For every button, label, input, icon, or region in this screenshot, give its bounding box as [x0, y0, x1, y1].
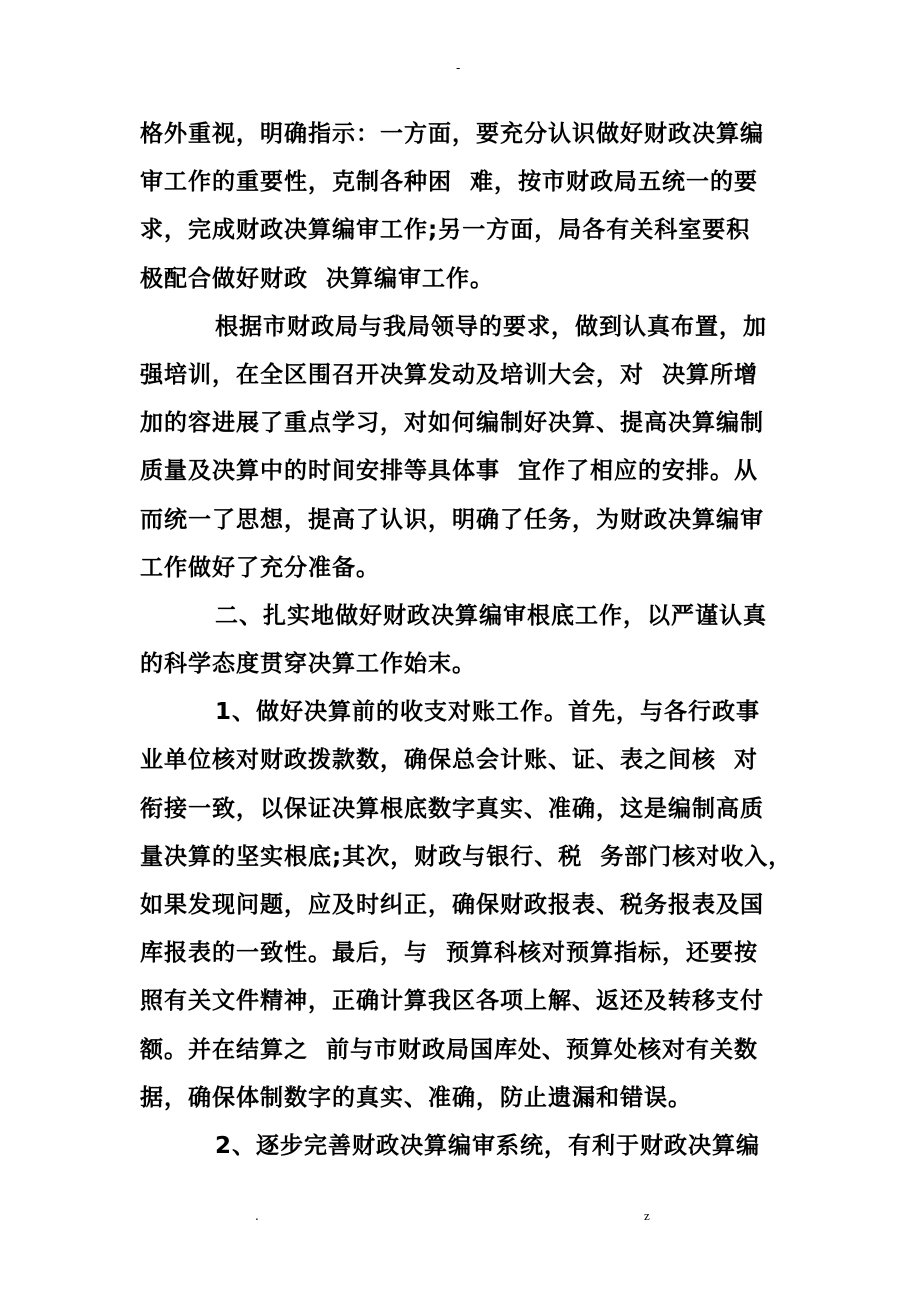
text-line: 业单位核对财政拨款数，确保总会计账、证、表之间核 对 [140, 747, 759, 774]
text-line: 根据市财政局与我局领导的要求，做到认真布置，加 [215, 313, 767, 340]
text-line: 如果发现问题，应及时纠正，确保财政报表、税务报表及国 [140, 892, 764, 918]
paragraph-4 [140, 688, 793, 1122]
paragraph-2 [140, 303, 790, 592]
paragraph-1 [140, 110, 790, 303]
text-line: 质量及决算中的时间安排等具体事 宜作了相应的安排。从 [140, 458, 759, 485]
paragraph-3 [140, 592, 790, 688]
text-line: 据，确保体制数字的真实、准确，防止遗漏和错误。 [140, 1084, 692, 1111]
document-body [140, 110, 793, 1170]
text-line: 额。并在结算之 前与市财政局国库处、预算处核对有关数 [140, 1036, 759, 1063]
text-line: 二、扎实地做好财政决算编审根底工作，以严谨认真 [215, 602, 767, 629]
page-header-mark: - [456, 61, 461, 75]
text-line: 求，完成财政决算编审工作;另一方面，局各有关科室要积 [140, 217, 751, 244]
text-line: 工作做好了充分准备。 [140, 554, 380, 581]
text-line: 1、做好决算前的收支对账工作。首先，与各行政事 [215, 699, 761, 726]
text-line: 强培训，在全区围召开决算发动及培训大会，对 决算所增 [140, 361, 759, 388]
paragraph-5 [140, 1122, 790, 1170]
text-line: 2、逐步完善财政决算编审系统，有利于财政决算编 [215, 1132, 761, 1159]
text-line: 格外重视，明确指示：一方面，要充分认识做好财政决算编 [140, 121, 764, 147]
text-line: 衔接一致，以保证决算根底数字真实、准确，这是编制高质 [140, 795, 764, 822]
text-line: 加的容进展了重点学习，对如何编制好决算、提高决算编制 [140, 410, 764, 437]
text-line: 而统一了思想，提高了认识，明确了任务，为财政决算编审 [140, 506, 764, 533]
text-line: 量决算的坚实根底;其次，财政与银行、税 务部门核对收入， [140, 843, 793, 870]
text-line: 极配合做好财政 决算编审工作。 [140, 265, 495, 292]
text-line: 库报表的一致性。最后，与 预算科核对预算指标，还要按 [140, 940, 759, 967]
text-line: 审工作的重要性，克制各种困 难，按市财政局五统一的要 [140, 169, 759, 196]
footer-left-mark: . [255, 1209, 259, 1223]
text-line: 的科学态度贯穿决算工作始末。 [140, 651, 476, 678]
footer-right-mark: z [644, 1208, 650, 1223]
text-line: 照有关文件精神，正确计算我区各项上解、返还及转移支付 [140, 988, 764, 1015]
